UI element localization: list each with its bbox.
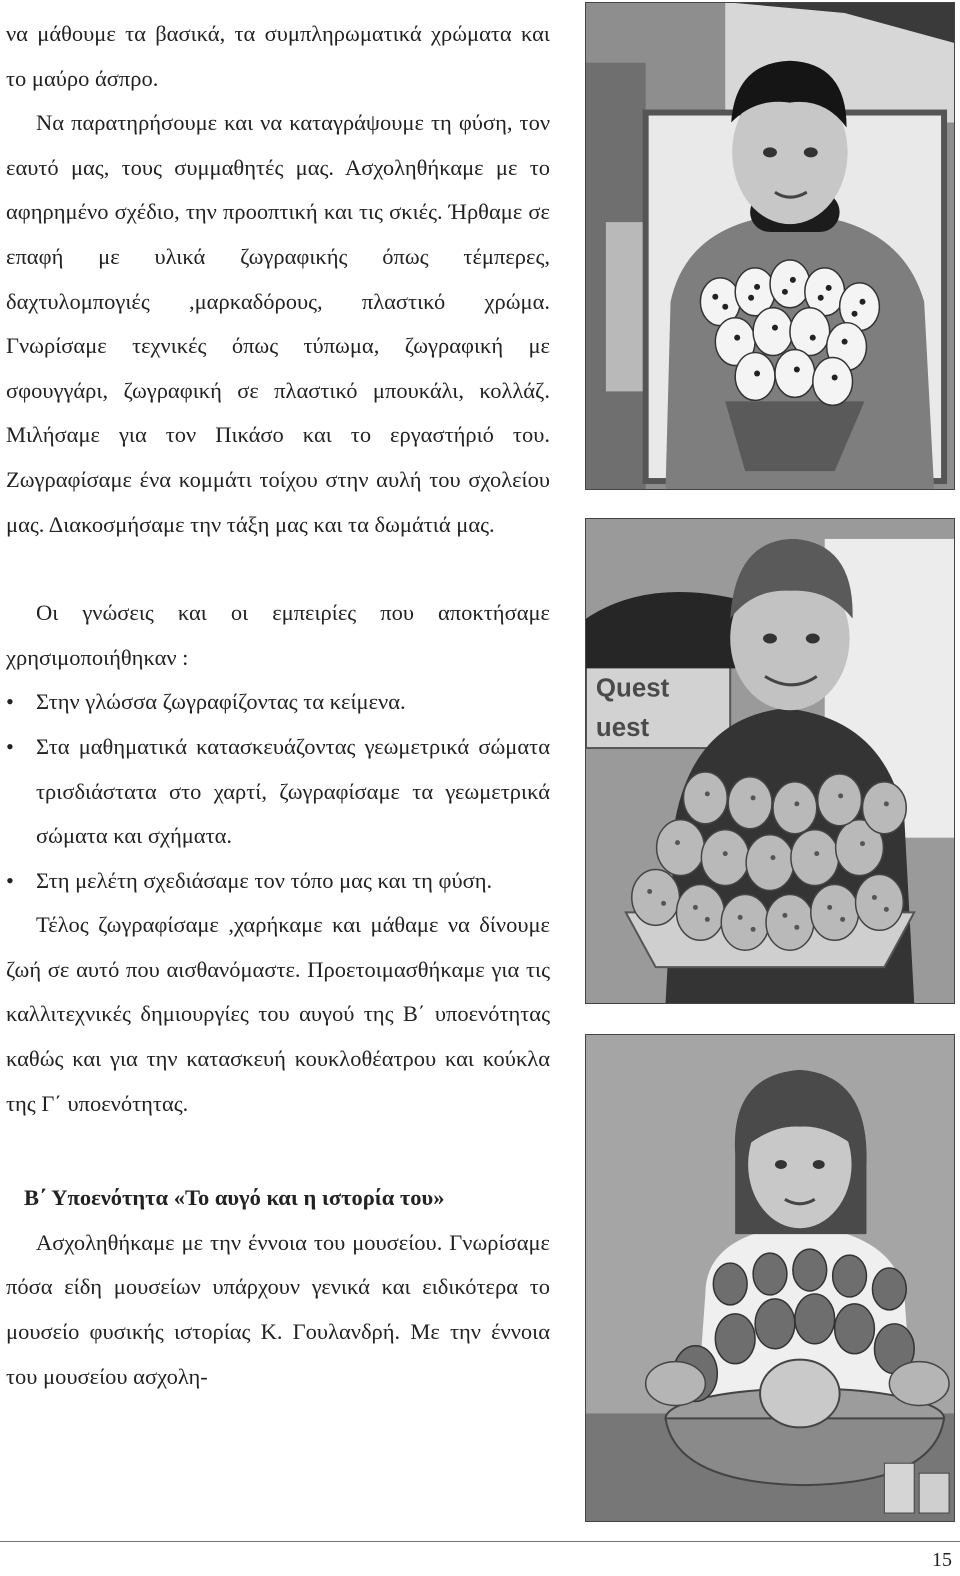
paragraph: Οι γνώσεις και οι εμπειρίες που αποκτήσαμε χρησιμοποιήθηκαν : bbox=[6, 600, 550, 670]
page-number: 15 bbox=[932, 1549, 952, 1571]
box-label: uest bbox=[595, 714, 650, 743]
bullet-marker: • bbox=[6, 689, 14, 715]
section-heading: Β΄ Υποενότητα «Το αυγό και η ιστορία του» bbox=[24, 1185, 445, 1211]
paragraph: Να παρατηρήσουμε και να καταγράψουμε τη φύση, τον εαυτό μας, τους συμμαθητές μας. Ασχοληθήκαμε με το αφηρημένο σχέδιο, την προοπτική και τις σκιές. Ήρθαμε σε επαφή με υλικά ζωγραφικής όπως τέμπερες, δαχτυλομπογιές ,μαρκαδόρους, πλαστικό χρώμα. Γνωρίσαμε τεχνικές όπως τύπωμα, ζωγραφική με σφουγγάρι, ζωγραφική σε πλαστικό μπουκάλι, κολλάζ. Μιλήσαμε για τον Πικάσο και το εργαστήριό του. Ζωγραφίσαμε ένα κομμάτι τοίχου στην αυλή του σχολείου μας. Διακοσμήσαμε την τάξη μας και τα δωμάτιά μας. bbox=[6, 110, 550, 537]
box-label: Quest bbox=[595, 674, 670, 703]
photo-image bbox=[586, 1035, 954, 1521]
bullet-list bbox=[6, 680, 550, 903]
list-item-text: Στη μελέτη σχεδιάσαμε τον τόπο μας και τη φύση. bbox=[36, 867, 493, 893]
paragraph: να μάθουμε τα βασικά, τα συμπληρωματικά χρώματα και το μαύρο άσπρο. bbox=[6, 21, 550, 91]
list-item bbox=[6, 680, 550, 725]
list-item-text: Στα μαθηματικά κατασκευάζοντας γεωμετρικά σώματα τρισδιάστατα στο χαρτί, ζωγραφίσαμε τα γεωμετρικά σώματα και σχήματα. bbox=[36, 733, 550, 849]
list-item bbox=[6, 859, 550, 904]
paragraph: Ασχοληθήκαμε με την έννοια του μουσείου. Γνωρίσαμε πόσα είδη μουσείων υπάρχουν γενικά και ειδικότερα το μουσείο φυσικής ιστορίας Κ. Γουλανδρή. Με την έννοια του μουσείου ασχολη- bbox=[6, 1229, 550, 1389]
list-item bbox=[6, 725, 550, 859]
photo-boy-with-egg-basket bbox=[585, 518, 955, 1004]
photo-boy-with-egg-bouquet bbox=[585, 2, 955, 490]
footer-divider bbox=[0, 1541, 960, 1542]
article-text bbox=[6, 12, 550, 1399]
photo-image bbox=[586, 519, 954, 1003]
bullet-marker: • bbox=[6, 867, 14, 893]
bullet-marker: • bbox=[6, 733, 14, 759]
photo-girl-with-egg-basket bbox=[585, 1034, 955, 1522]
paragraph: Τέλος ζωγραφίσαμε ,χαρήκαμε και μάθαμε να δίνουμε ζωή σε αυτό που αισθανόμαστε. Προετοιμασθήκαμε για τις καλλιτεχνικές δημιουργίες του αυγού της Β΄ υποενότητας καθώς και για την κατασκευή κουκλοθέατρου και κούκλα της Γ΄ υποενότητας. bbox=[6, 912, 550, 1116]
photo-image bbox=[586, 3, 954, 489]
list-item-text: Στην γλώσσα ζωγραφίζοντας τα κείμενα. bbox=[36, 689, 406, 715]
